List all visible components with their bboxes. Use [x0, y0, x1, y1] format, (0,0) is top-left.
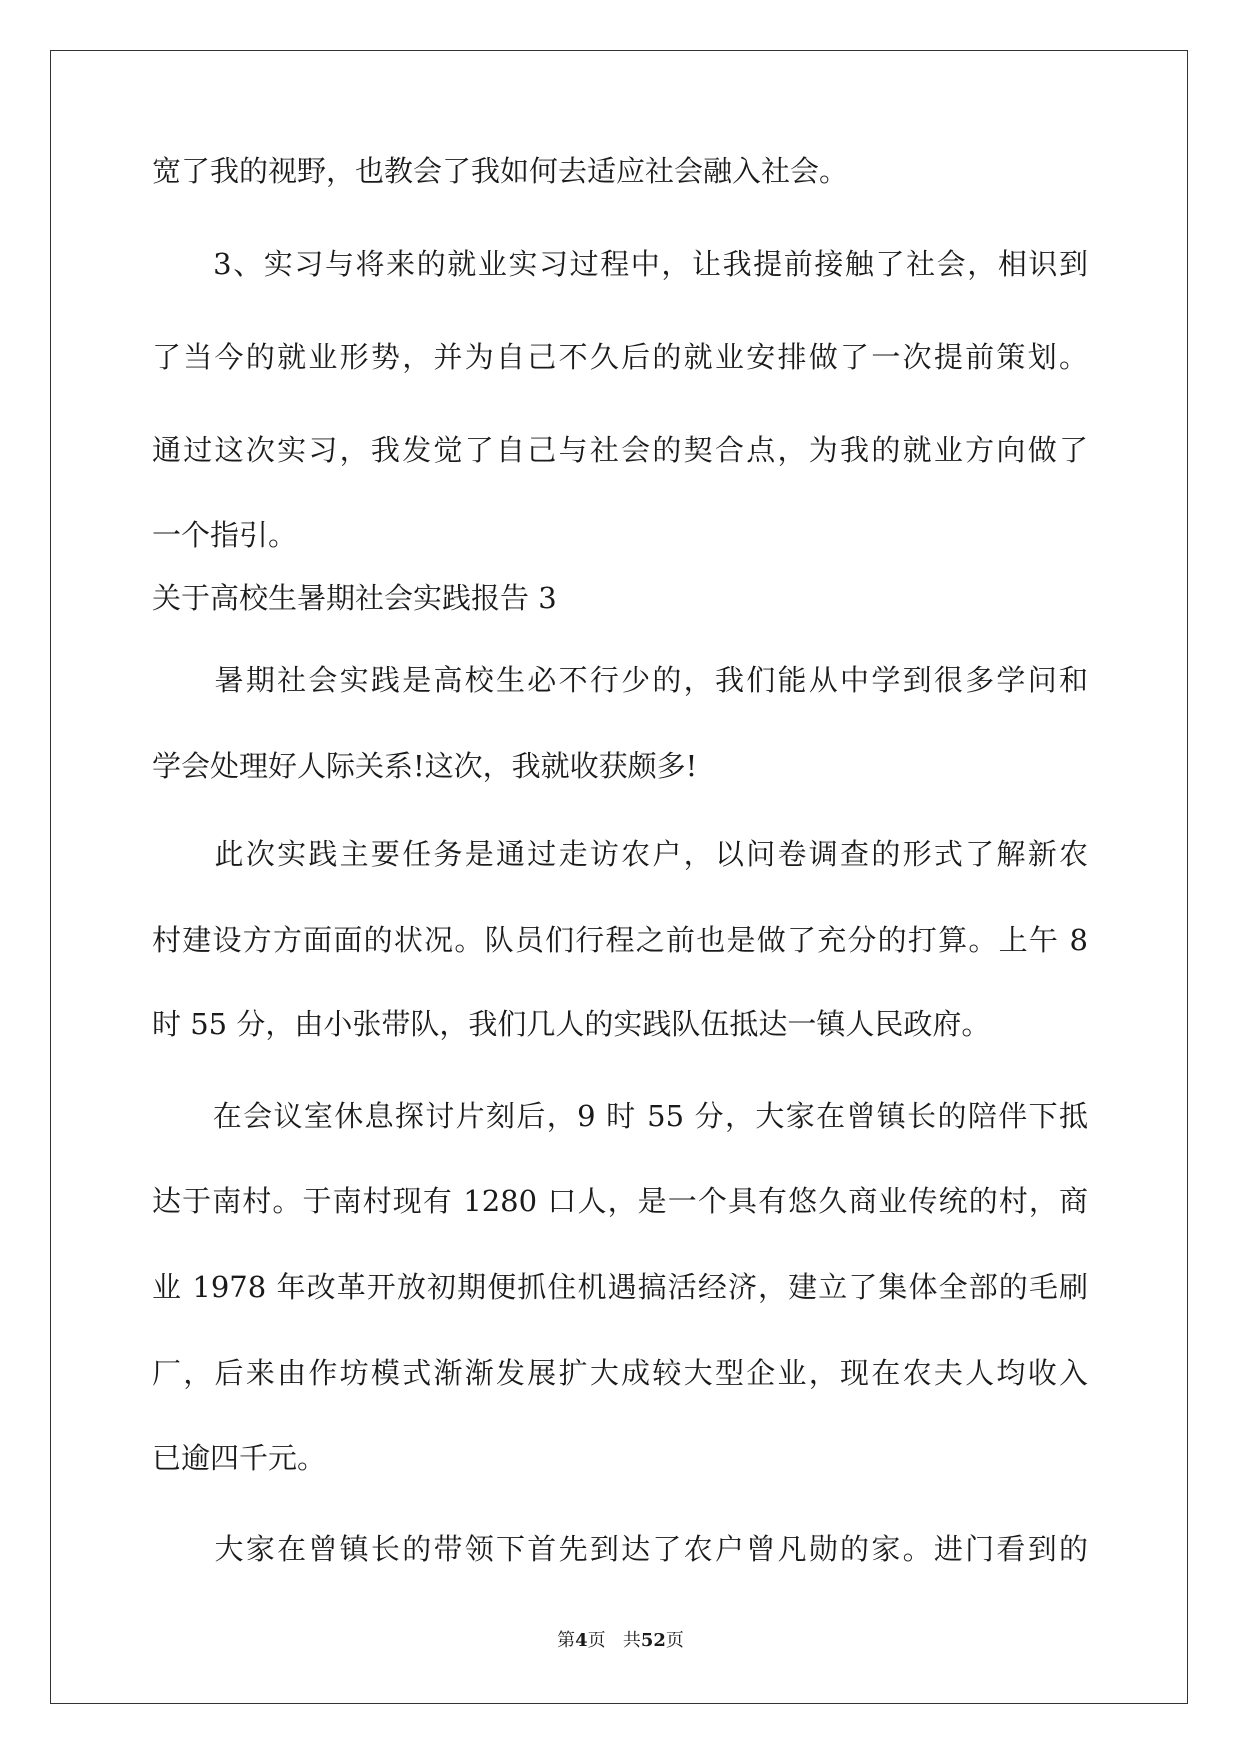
text-line: 一个指引。: [152, 518, 298, 552]
text-line: 业 1978 年改革开放初期便抓住机遇搞活经济，建立了集体全部的毛刷: [152, 1270, 1088, 1304]
text-line: 大家在曾镇长的带领下首先到达了农户曾凡勋的家。进门看到的: [152, 1532, 1088, 1566]
total-pages: 52: [640, 1630, 666, 1651]
footer-total-suffix: 页: [665, 1630, 684, 1651]
text-line: 3、实习与将来的就业实习过程中，让我提前接触了社会，相识到: [152, 247, 1088, 281]
page-footer: [0, 1629, 1241, 1653]
page-number: 4: [575, 1630, 588, 1651]
footer-page-suffix: 页: [587, 1630, 606, 1651]
text-line: 了当今的就业形势，并为自己不久后的就业安排做了一次提前策划。: [152, 340, 1088, 374]
section-heading: 关于高校生暑期社会实践报告 3: [152, 581, 557, 615]
text-line: 宽了我的视野，也教会了我如何去适应社会融入社会。: [152, 154, 849, 188]
text-line: 时 55 分，由小张带队，我们几人的实践队伍抵达一镇人民政府。: [152, 1007, 991, 1041]
text-line: 通过这次实习，我发觉了自己与社会的契合点，为我的就业方向做了: [152, 433, 1088, 467]
text-line: 达于南村。于南村现有 1280 口人，是一个具有悠久商业传统的村，商: [152, 1184, 1088, 1218]
text-line: 学会处理好人际关系!这次，我就收获颇多!: [152, 749, 698, 783]
text-line: 此次实践主要任务是通过走访农户，以问卷调查的形式了解新农: [152, 837, 1088, 871]
text-line: 厂，后来由作坊模式渐渐发展扩大成较大型企业，现在农夫人均收入: [152, 1356, 1088, 1390]
footer-total-prefix: 共: [622, 1630, 641, 1651]
footer-prefix: 第: [557, 1630, 576, 1651]
text-line: 村建设方方面面的状况。队员们行程之前也是做了充分的打算。上午 8: [152, 923, 1088, 957]
text-line: 暑期社会实践是高校生必不行少的，我们能从中学到很多学问和: [152, 663, 1088, 697]
text-line: 已逾四千元。: [152, 1441, 327, 1475]
text-line: 在会议室休息探讨片刻后，9 时 55 分，大家在曾镇长的陪伴下抵: [152, 1099, 1088, 1133]
